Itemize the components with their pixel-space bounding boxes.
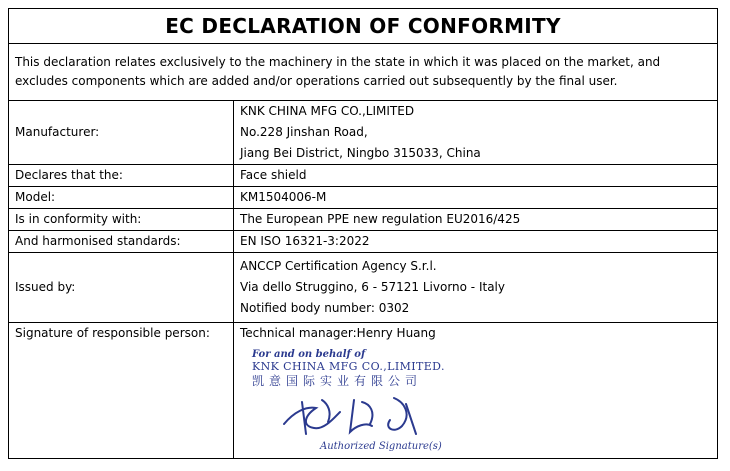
issued-line: ANCCP Certification Agency S.r.l. <box>240 259 437 273</box>
model-value: KM1504006-M <box>234 187 718 209</box>
declaration-table <box>8 8 718 459</box>
stamp-line-1: For and on behalf of <box>252 349 366 360</box>
signature-value <box>234 323 718 459</box>
conformity-label: Is in conformity with: <box>9 209 234 231</box>
intro-text: This declaration relates exclusively to the machinery in the state in which it was placed on the market, and excludes components which are added and/or operations carried out subsequently by the final user. <box>9 44 718 101</box>
standards-label: And harmonised standards: <box>9 231 234 253</box>
stamp-line-2: KNK CHINA MFG CO.,LIMITED. <box>252 360 445 373</box>
conformity-value: The European PPE new regulation EU2016/425 <box>234 209 718 231</box>
stamp-line-3: 凯意国际实业有限公司 <box>252 374 423 388</box>
declares-value: Face shield <box>234 165 718 187</box>
issued-line: Notified body number: 0302 <box>240 301 410 315</box>
signature-title: Technical manager:Henry Huang <box>240 326 436 340</box>
declares-label: Declares that the: <box>9 165 234 187</box>
stamp-line-4: Authorized Signature(s) <box>320 441 442 452</box>
manufacturer-line: Jiang Bei District, Ningbo 315033, China <box>240 146 481 160</box>
issued-label: Issued by: <box>9 253 234 323</box>
document-title: EC DECLARATION OF CONFORMITY <box>9 9 718 44</box>
manufacturer-label: Manufacturer: <box>9 101 234 165</box>
manufacturer-line: No.228 Jinshan Road, <box>240 125 368 139</box>
issued-value <box>234 253 718 323</box>
company-stamp <box>244 342 464 450</box>
issued-line: Via dello Struggino, 6 - 57121 Livorno - Italy <box>240 280 505 294</box>
standards-value: EN ISO 16321-3:2022 <box>234 231 718 253</box>
manufacturer-value <box>234 101 718 165</box>
model-label: Model: <box>9 187 234 209</box>
manufacturer-line: KNK CHINA MFG CO.,LIMITED <box>240 104 415 118</box>
signature-label: Signature of responsible person: <box>9 323 234 459</box>
